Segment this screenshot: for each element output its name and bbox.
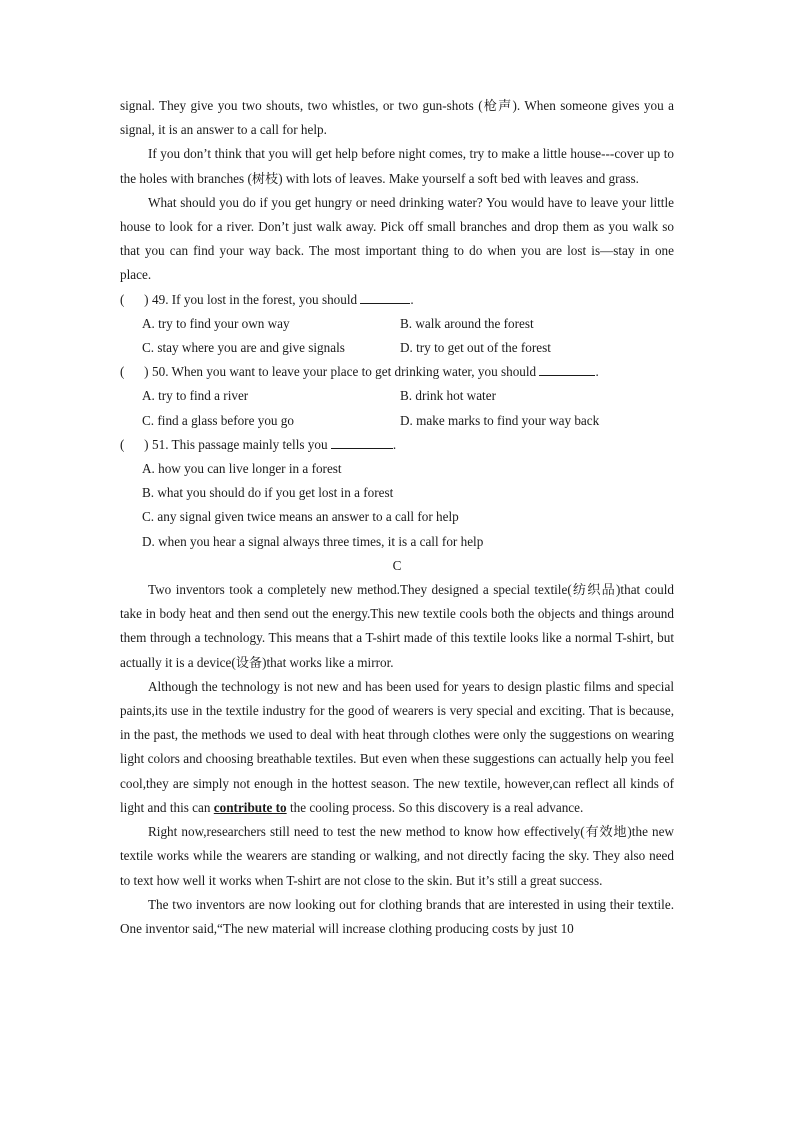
question-49 <box>120 288 674 361</box>
option-a[interactable]: A. try to find a river <box>142 388 249 404</box>
options <box>120 384 674 432</box>
answer-blank <box>360 289 410 304</box>
question-text: 49. If you lost in the forest, you should . <box>152 288 414 312</box>
document-page <box>120 94 674 941</box>
answer-bracket[interactable]: ( ) <box>120 364 149 380</box>
option-a[interactable]: A. try to find your own way <box>142 315 290 331</box>
passage-c-paragraph-3: Right now,researchers still need to test the new method to know how effectively(有效地)the new textile works while the wearers are standing or walking, and not directly facing the sky. They also need to text how well it works when T-shirt are not close to the skin. But it’s still a great success. <box>120 824 674 888</box>
option-a[interactable]: A. how you can live longer in a forest <box>142 461 342 477</box>
question-51 <box>120 433 674 554</box>
answer-blank <box>539 361 595 376</box>
passage-b-paragraph-3: What should you do if you get hungry or need drinking water? You would have to leave your little house to look for a river. Don’t just walk away. Pick off small branches and drop them as you walk so that you can find your way back. The most important thing to do when you are lost is—stay in one place. <box>120 194 674 283</box>
option-d[interactable]: D. make marks to find your way back <box>400 412 600 428</box>
option-c[interactable]: C. stay where you are and give signals <box>142 340 345 356</box>
passage-b-paragraph-2: If you don’t think that you will get help before night comes, try to make a little house---cover up to the holes with branches (树枝) with lots of leaves. Make yourself a soft bed with leaves and grass. <box>120 146 674 186</box>
answer-bracket[interactable]: ( ) <box>120 436 149 452</box>
answer-blank <box>331 434 393 449</box>
passage-b-paragraph-1: signal. They give you two shouts, two whistles, or two gun-shots (枪声). When someone gives you a signal, it is an answer to a call for help. <box>120 98 674 138</box>
question-50 <box>120 360 674 433</box>
answer-bracket[interactable]: ( ) <box>120 291 149 307</box>
question-text: 51. This passage mainly tells you . <box>152 433 396 457</box>
option-b[interactable]: B. drink hot water <box>400 388 496 404</box>
option-b[interactable]: B. what you should do if you get lost in a forest <box>142 485 394 501</box>
passage-c-paragraph-4: The two inventors are now looking out for clothing brands that are interested in using their textile. One inventor said,“The new material will increase clothing producing costs by just 10 <box>120 896 674 936</box>
option-d[interactable]: D. try to get out of the forest <box>400 340 551 356</box>
question-text: 50. When you want to leave your place to get drinking water, you should . <box>152 360 599 384</box>
options <box>120 457 674 554</box>
key-phrase: contribute to <box>213 799 287 815</box>
passage-c-paragraph-2: Although the technology is not new and has been used for years to design plastic films and special paints,its use in the textile industry for the good of wearers is very special and exciting. That is because, in the past, the methods we used to deal with heat through clothes were only the suggestions on wearing light colors and choosing breathable textiles. But even when these suggestions can actually help you feel cool,they are simply not enough in the hottest season. The new textile, however,can reflect all kinds of light and this can contribute to the cooling process. So this discovery is a real advance. <box>120 678 674 815</box>
option-b[interactable]: B. walk around the forest <box>400 315 534 331</box>
section-heading-c: C <box>392 557 402 573</box>
option-d[interactable]: D. when you hear a signal always three times, it is a call for help <box>142 533 484 549</box>
option-c[interactable]: C. find a glass before you go <box>142 412 294 428</box>
passage-c-paragraph-1: Two inventors took a completely new method.They designed a special textile(纺织品)that could take in body heat and then send out the energy.This new textile cools both the objects and things around them through a technology. This means that a T-shirt made of this textile looks like a normal T-shirt, but actually it is a device(设备)that works like a mirror. <box>120 582 674 670</box>
options <box>120 312 674 360</box>
option-c[interactable]: C. any signal given twice means an answer to a call for help <box>142 509 459 525</box>
